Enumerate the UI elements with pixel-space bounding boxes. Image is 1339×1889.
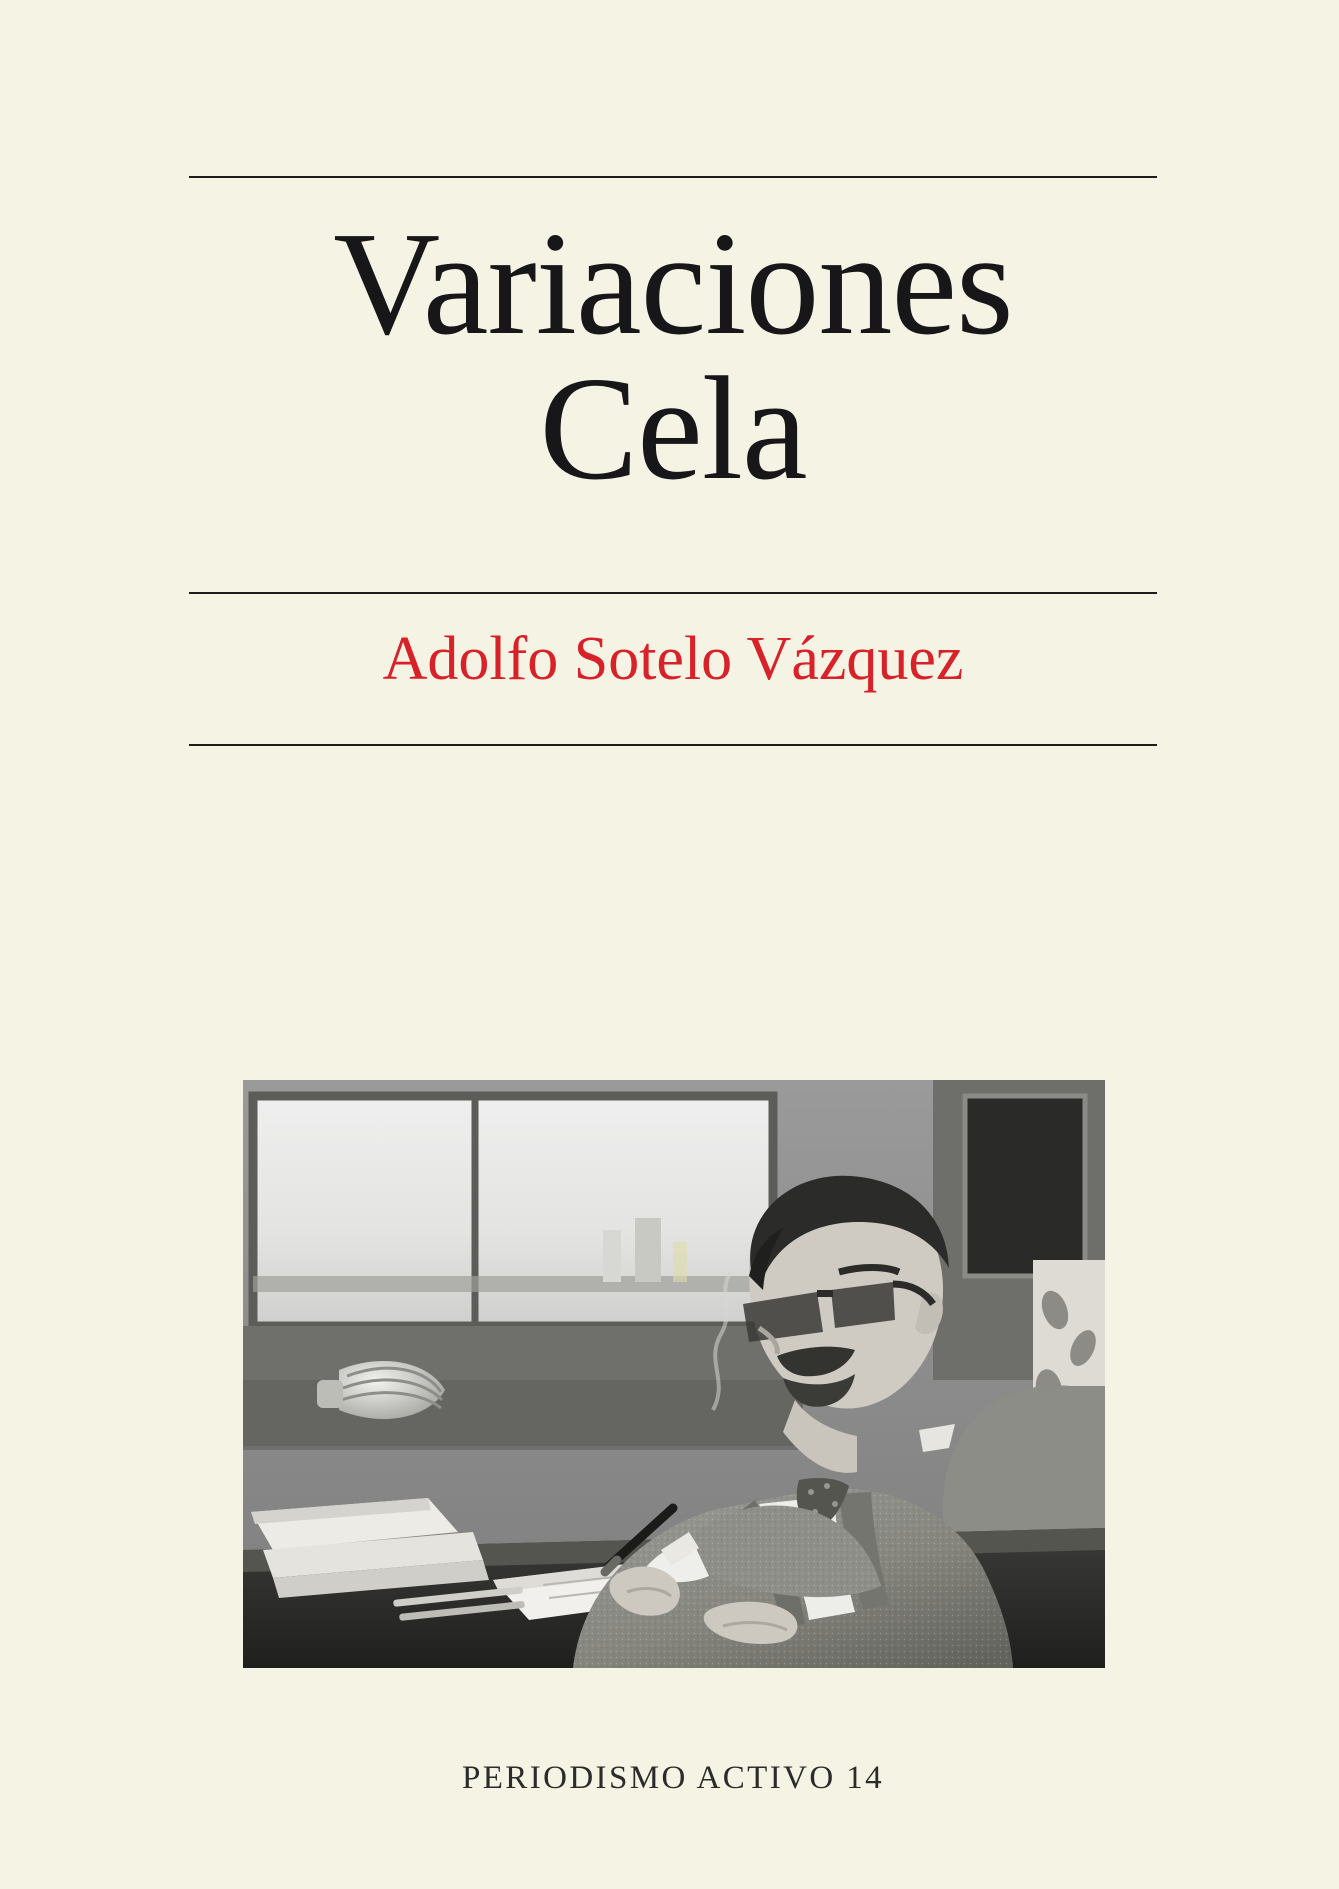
divider-top — [189, 176, 1157, 178]
cover-photograph — [243, 1080, 1105, 1668]
page-title — [189, 202, 1157, 512]
series-label — [189, 1760, 1157, 1797]
photograph-illustration — [243, 1080, 1105, 1668]
divider-middle — [189, 592, 1157, 594]
author-block — [189, 625, 1157, 693]
series-label-text: PERIODISMO ACTIVO 14 — [461, 1760, 885, 1796]
title-line-1: Variaciones — [333, 202, 1013, 366]
divider-bottom — [189, 744, 1157, 746]
title-line-2: Cela — [539, 347, 807, 512]
author-name: Adolfo Sotelo Vázquez — [382, 625, 964, 693]
